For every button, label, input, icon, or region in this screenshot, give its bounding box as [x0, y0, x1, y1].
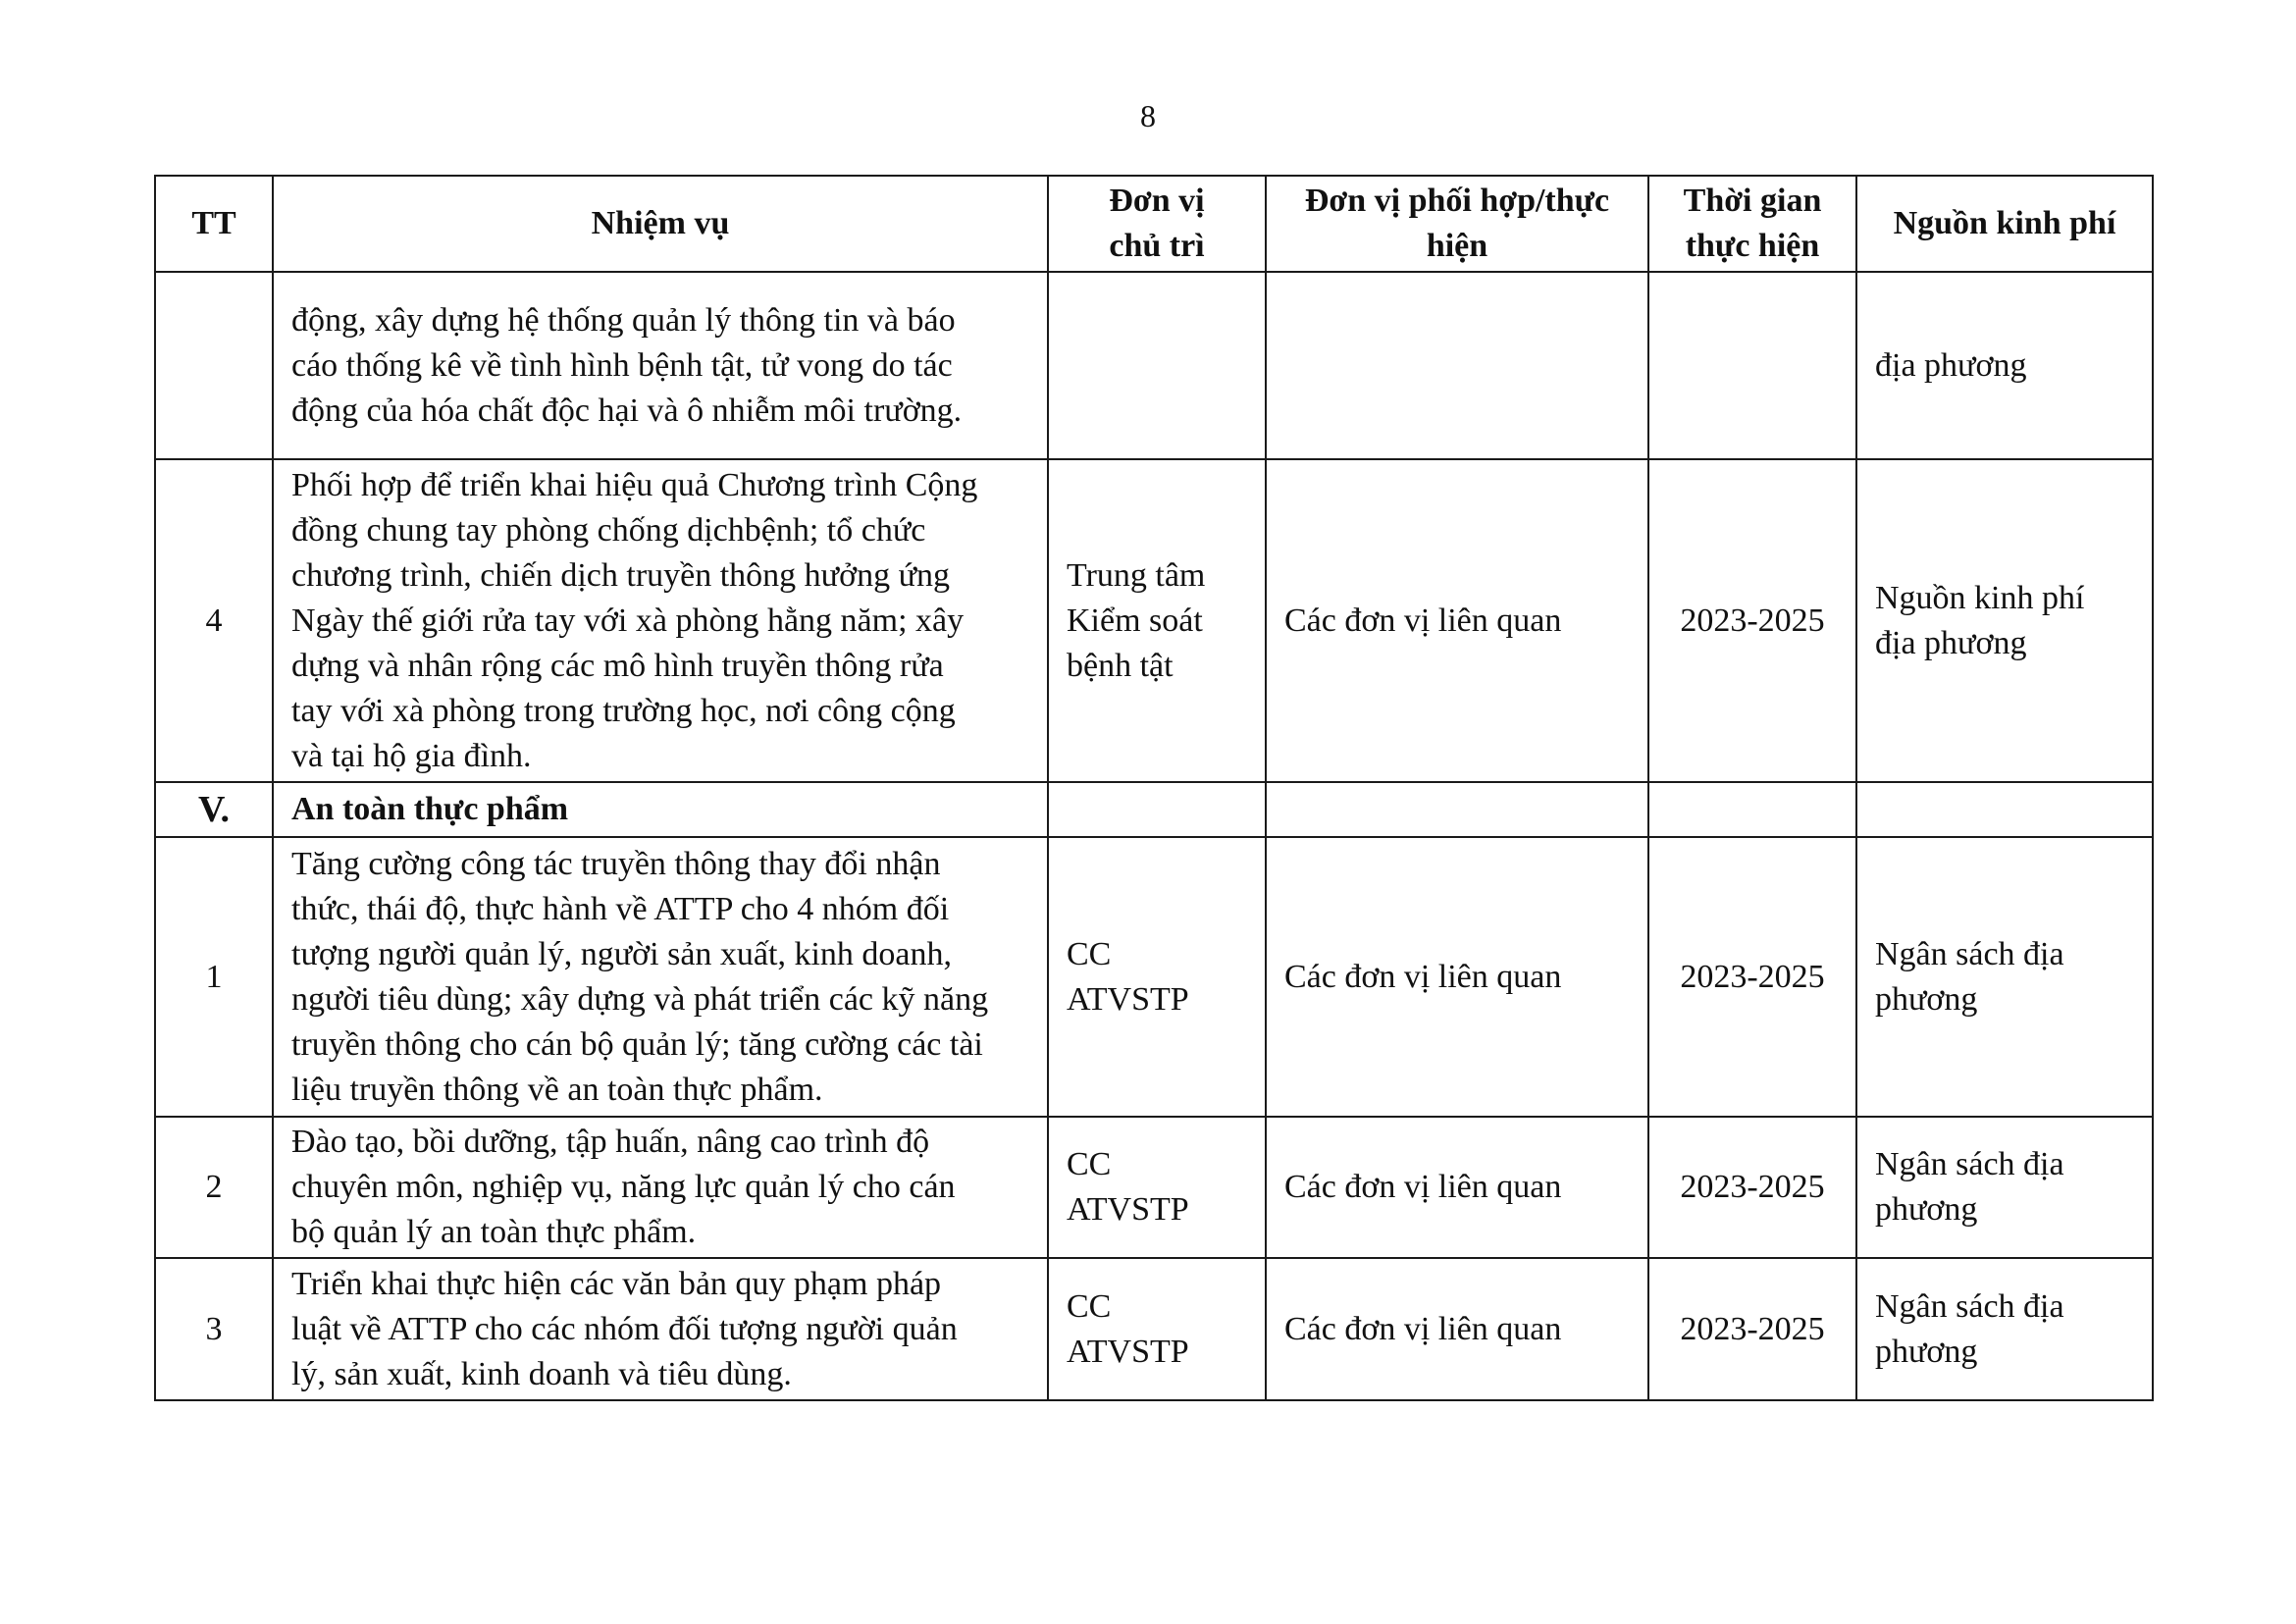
cell-empty — [1648, 782, 1856, 837]
cell-empty — [1048, 782, 1266, 837]
header-lead-line: chủ trì — [1109, 228, 1205, 264]
task-line: truyền thông cho cán bộ quản lý; tăng cường các tài — [291, 1025, 983, 1063]
cell-period: 2023-2025 — [1648, 1258, 1856, 1400]
cell-period: 2023-2025 — [1648, 459, 1856, 782]
cell-empty — [1856, 782, 2153, 837]
table-row — [155, 272, 2153, 459]
cell-tt: 2 — [155, 1117, 273, 1258]
header-funding: Nguồn kinh phí — [1856, 176, 2153, 272]
lead-line: ATVSTP — [1067, 1191, 1189, 1228]
table-row — [155, 837, 2153, 1117]
task-line: Đào tạo, bồi dưỡng, tập huấn, nâng cao trình độ — [291, 1124, 930, 1160]
task-line: cáo thống kê về tình hình bệnh tật, tử vong do tác — [291, 346, 953, 384]
header-tt: TT — [155, 176, 273, 272]
cell-task — [273, 837, 1048, 1117]
header-partner — [1266, 176, 1648, 272]
cell-tt: 1 — [155, 837, 273, 1117]
task-line: luật về ATTP cho các nhóm đối tượng người quản — [291, 1310, 958, 1347]
cell-tt: 4 — [155, 459, 273, 782]
funding-line: Ngân sách địa — [1875, 935, 2064, 972]
cell-partner — [1266, 272, 1648, 459]
cell-period — [1648, 272, 1856, 459]
cell-empty — [1266, 782, 1648, 837]
cell-section-title: An toàn thực phẩm — [273, 782, 1048, 837]
header-partner-line: hiện — [1426, 228, 1488, 264]
header-period-line: Thời gian — [1683, 183, 1822, 219]
cell-funding — [1856, 459, 2153, 782]
cell-period: 2023-2025 — [1648, 1117, 1856, 1258]
task-line: tay với xà phòng trong trường học, nơi công cộng — [291, 692, 956, 729]
cell-period: 2023-2025 — [1648, 837, 1856, 1117]
cell-lead — [1048, 837, 1266, 1117]
funding-line: địa phương — [1875, 624, 2027, 661]
cell-task — [273, 1258, 1048, 1400]
cell-lead — [1048, 272, 1266, 459]
funding-line: Ngân sách địa — [1875, 1287, 2064, 1325]
funding-line: phương — [1875, 980, 1978, 1018]
cell-tt — [155, 272, 273, 459]
cell-partner: Các đơn vị liên quan — [1266, 837, 1648, 1117]
cell-task — [273, 459, 1048, 782]
task-line: liệu truyền thông về an toàn thực phẩm. — [291, 1071, 823, 1108]
task-line: chương trình, chiến dịch truyền thông hưởng ứng — [291, 556, 951, 594]
task-line: Triển khai thực hiện các văn bản quy phạm pháp — [291, 1265, 942, 1302]
task-table — [154, 175, 2154, 1401]
lead-line: Kiểm soát — [1067, 602, 1203, 639]
funding-line: phương — [1875, 1191, 1978, 1228]
lead-line: CC — [1067, 1146, 1112, 1182]
cell-funding — [1856, 1117, 2153, 1258]
table-row — [155, 1258, 2153, 1400]
table-row — [155, 459, 2153, 782]
task-line: Ngày thế giới rửa tay với xà phòng hằng năm; xây — [291, 602, 965, 639]
cell-funding — [1856, 272, 2153, 459]
task-line: đồng chung tay phòng chống dịchbệnh; tổ chức — [291, 511, 926, 549]
cell-lead — [1048, 1258, 1266, 1400]
lead-line: Trung tâm — [1067, 556, 1206, 594]
task-line: chuyên môn, nghiệp vụ, năng lực quản lý cho cán — [291, 1169, 956, 1205]
cell-task — [273, 272, 1048, 459]
header-lead — [1048, 176, 1266, 272]
header-partner-line: Đơn vị phối hợp/thực — [1304, 183, 1610, 219]
funding-line: phương — [1875, 1333, 1978, 1370]
cell-partner: Các đơn vị liên quan — [1266, 1258, 1648, 1400]
header-task: Nhiệm vụ — [273, 176, 1048, 272]
cell-funding — [1856, 837, 2153, 1117]
cell-funding — [1856, 1258, 2153, 1400]
lead-line: ATVSTP — [1067, 980, 1189, 1018]
cell-section-number: V. — [155, 782, 273, 837]
cell-partner: Các đơn vị liên quan — [1266, 459, 1648, 782]
funding-line: Ngân sách địa — [1875, 1146, 2064, 1182]
lead-line: bệnh tật — [1067, 647, 1174, 684]
header-period-line: thực hiện — [1685, 228, 1820, 264]
cell-tt: 3 — [155, 1258, 273, 1400]
task-line: Tăng cường công tác truyền thông thay đổi nhận — [291, 845, 941, 882]
task-line: bộ quản lý an toàn thực phẩm. — [291, 1214, 697, 1250]
cell-task — [273, 1117, 1048, 1258]
cell-lead — [1048, 459, 1266, 782]
header-row — [155, 176, 2153, 272]
task-line: người tiêu dùng; xây dựng và phát triển các kỹ năng — [291, 980, 989, 1018]
lead-line: CC — [1067, 1287, 1112, 1325]
header-lead-line: Đơn vị — [1109, 183, 1205, 219]
lead-line: CC — [1067, 935, 1112, 972]
page-number: 8 — [1140, 98, 1156, 133]
task-line: động, xây dựng hệ thống quản lý thông tin và báo — [291, 301, 956, 339]
task-line: dựng và nhân rộng các mô hình truyền thông rửa — [291, 647, 944, 684]
task-line: Phối hợp để triển khai hiệu quả Chương trình Cộng — [291, 466, 978, 503]
header-period — [1648, 176, 1856, 272]
task-line: lý, sản xuất, kinh doanh và tiêu dùng. — [291, 1355, 792, 1392]
cell-partner: Các đơn vị liên quan — [1266, 1117, 1648, 1258]
funding-line: địa phương — [1875, 346, 2027, 384]
cell-lead — [1048, 1117, 1266, 1258]
task-line: động của hóa chất độc hại và ô nhiễm môi trường. — [291, 392, 963, 429]
task-line: tượng người quản lý, người sản xuất, kinh doanh, — [291, 935, 952, 972]
section-row — [155, 782, 2153, 837]
lead-line: ATVSTP — [1067, 1333, 1189, 1370]
task-line: thức, thái độ, thực hành về ATTP cho 4 nhóm đối — [291, 890, 950, 927]
funding-line: Nguồn kinh phí — [1875, 579, 2085, 616]
task-line: và tại hộ gia đình. — [291, 737, 532, 774]
table-row — [155, 1117, 2153, 1258]
